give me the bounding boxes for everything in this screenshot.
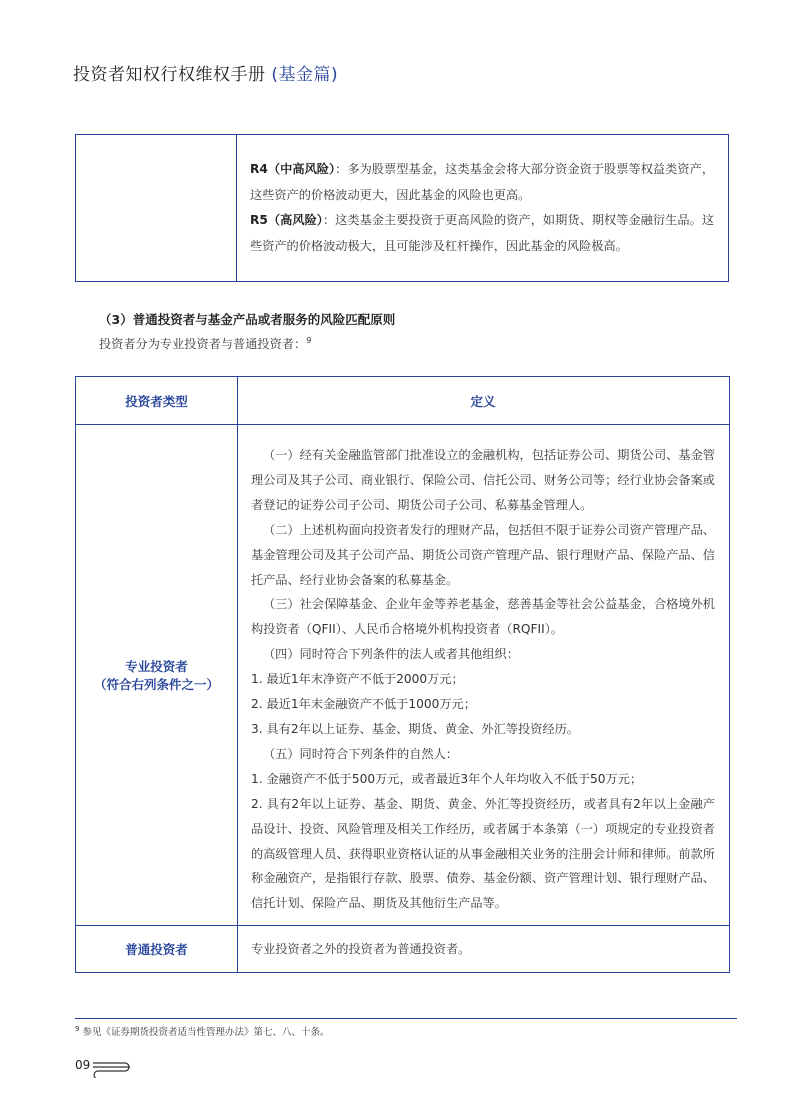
risk-level-table xyxy=(75,134,729,282)
header-definition: 定义 xyxy=(238,377,730,425)
page-header xyxy=(73,60,338,85)
header-investor-type: 投资者类型 xyxy=(76,377,238,425)
risk-table-content-cell xyxy=(237,135,729,282)
risk-level-r5 xyxy=(250,208,714,259)
risk-level-r4 xyxy=(250,157,714,208)
professional-definition-cell xyxy=(238,425,730,926)
professional-type-note: （符合右列条件之一） xyxy=(93,677,219,693)
risk-level-text: ：多为股票型基金，这类基金会将大部分资金资于股票等权益类资产，这些资产的价格波动更大，因此基金的风险也更高。 xyxy=(250,162,715,202)
footnote-number: 9 xyxy=(75,1024,80,1033)
definition-line: 3. 具有2年以上证券、基金、期货、黄金、外汇等投资经历。 xyxy=(251,721,579,736)
footnote-divider xyxy=(75,1018,737,1019)
section-subtitle-text: 投资者分为专业投资者与普通投资者： xyxy=(99,337,307,351)
table-header-row xyxy=(76,377,730,425)
risk-level-label: R4（中高风险） xyxy=(250,162,336,176)
section-subtitle xyxy=(99,335,311,352)
page-number: 09 xyxy=(75,1058,91,1072)
footnote-text: 参见《证券期货投资者适当性管理办法》第七、八、十条。 xyxy=(82,1027,330,1038)
definition-line: 2. 具有2年以上证券、基金、期货、黄金、外汇等投资经历，或者具有2年以上金融产品设计、投资、风险管理及相关工作经历，或者属于本条第（一）项规定的专业投资者的高级管理人员、获得职业资格认证的从事金融相关业务的注册会计师和律师。前款所称金融资产，是指银行存款、股票、债券、基金份额、资产管理计划、银行理财产品、信托计划、保险产品、期货及其他衍生产品等。 xyxy=(251,796,715,911)
professional-type-label: 专业投资者 xyxy=(125,659,188,675)
footnote xyxy=(75,1024,330,1038)
professional-type-cell xyxy=(76,425,238,926)
definition-line: （三）社会保障基金、企业年金等养老基金，慈善基金等社会公益基金，合格境外机构投资者（QFII）、人民币合格境外机构投资者（RQFII）。 xyxy=(251,597,715,637)
risk-level-text: ：这类基金主要投资于更高风险的资产，如期货、期权等金融衍生品。这些资产的价格波动极大，且可能涉及杠杆操作，因此基金的风险极高。 xyxy=(250,213,715,253)
manual-subtitle: (基金篇) xyxy=(271,65,339,85)
definition-line: 1. 金融资产不低于500万元，或者最近3年个人年均收入不低于50万元； xyxy=(251,771,643,786)
table-row-ordinary xyxy=(76,926,730,973)
section-title: （3）普通投资者与基金产品或者服务的风险匹配原则 xyxy=(99,312,396,327)
definition-line: （五）同时符合下列条件的自然人： xyxy=(263,746,458,761)
footnote-ref[interactable]: 9 xyxy=(306,335,312,345)
ordinary-definition-cell: 专业投资者之外的投资者为普通投资者。 xyxy=(238,926,730,973)
ordinary-type-cell: 普通投资者 xyxy=(76,926,238,973)
page-decoration-icon xyxy=(92,1058,134,1078)
risk-table-empty-cell xyxy=(76,135,237,282)
definition-line: （四）同时符合下列条件的法人或者其他组织： xyxy=(263,647,519,662)
definition-line: 1. 最近1年末净资产不低于2000万元； xyxy=(251,672,464,687)
investor-type-table xyxy=(75,376,730,973)
definition-line: （二）上述机构面向投资者发行的理财产品，包括但不限于证券公司资产管理产品、基金管理公司及其子公司产品、期货公司资产管理产品、银行理财产品、保险产品、信托产品、经行业协会备案的私募基金。 xyxy=(251,522,715,587)
table-row-professional xyxy=(76,425,730,926)
risk-level-label: R5（高风险） xyxy=(250,213,323,227)
definition-line: 2. 最近1年末金融资产不低于1000万元； xyxy=(251,697,476,712)
definition-line: （一）经有关金融监管部门批准设立的金融机构，包括证券公司、期货公司、基金管理公司及其子公司、商业银行、保险公司、信托公司、财务公司等；经行业协会备案或者登记的证券公司子公司、期货公司子公司、私募基金管理人。 xyxy=(251,448,715,512)
manual-title: 投资者知权行权维权手册 xyxy=(73,65,266,85)
